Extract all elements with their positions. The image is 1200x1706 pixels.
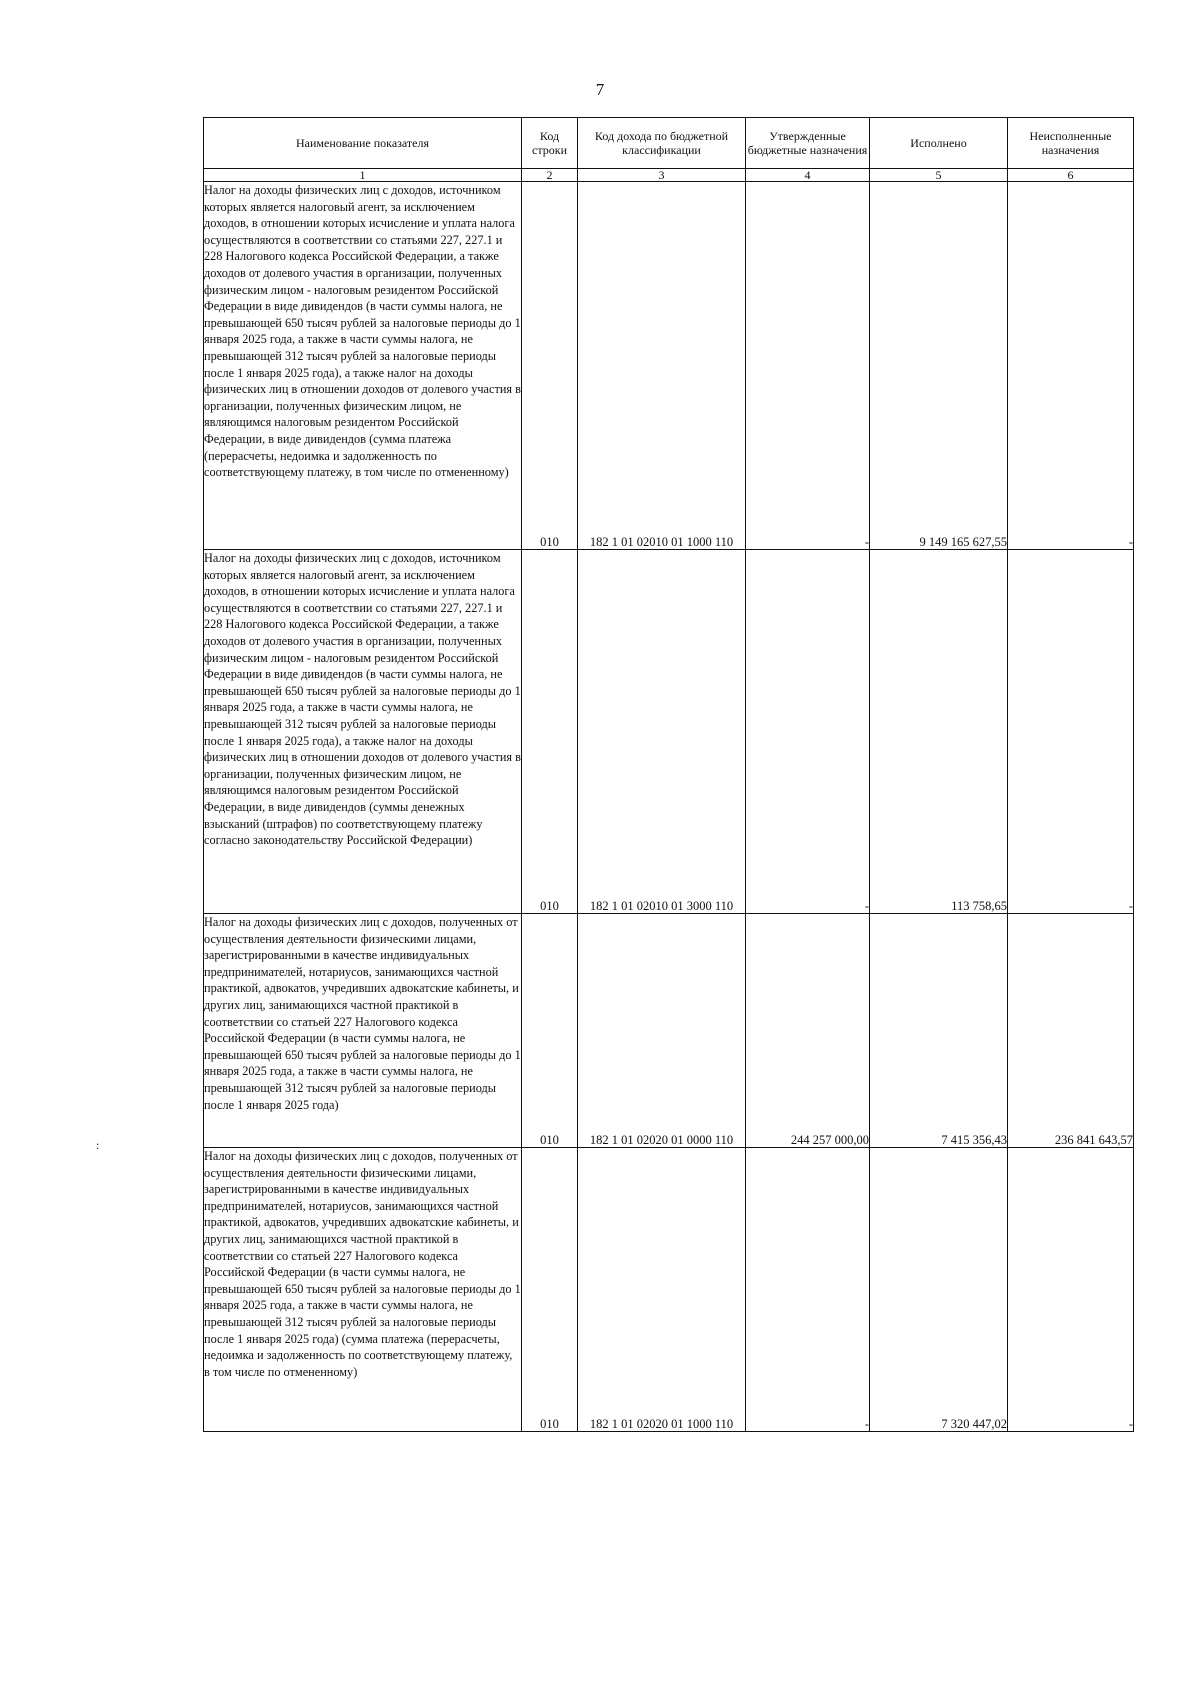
unexecuted-cell: - xyxy=(1008,550,1134,914)
header-executed: Исполнено xyxy=(870,118,1008,169)
indicator-name-cell: Налог на доходы физических лиц с доходов, полученных от осуществления деятельности физическими лицами, зарегистрированными в качестве индивидуальных предпринимателей, нотариусов, занимающихся частной практикой, адвокатов, учредивших адвокатские кабинеты, и других лиц, занимающихся частной практикой в соответствии со статьей 227 Налогового кодекса Российской Федерации (в части суммы налога, не превышающей 650 тысяч рублей за налоговые периоды до 1 января 2025 года, а также в части суммы налога, не превышающей 312 тысяч рублей за налоговые периоды после 1 января 2025 года) (сумма платежа (перерасчеты, недоимка и задолженность по соответствующему платежу, в том числе по отмененному) xyxy=(204,1148,522,1432)
table-row xyxy=(204,550,1134,914)
line-code-cell: 010 xyxy=(522,914,578,1148)
kbk-cell: 182 1 01 02010 01 3000 110 xyxy=(578,550,746,914)
kbk-cell: 182 1 01 02020 01 1000 110 xyxy=(578,1148,746,1432)
revenue-execution-table xyxy=(203,117,1134,1432)
column-number: 6 xyxy=(1008,169,1134,182)
column-number: 1 xyxy=(204,169,522,182)
approved-cell: - xyxy=(746,182,870,550)
table-header-row xyxy=(204,118,1134,169)
approved-cell: - xyxy=(746,1148,870,1432)
executed-cell: 9 149 165 627,55 xyxy=(870,182,1008,550)
table-row xyxy=(204,1148,1134,1432)
unexecuted-cell: 236 841 643,57 xyxy=(1008,914,1134,1148)
line-code-cell: 010 xyxy=(522,550,578,914)
table-row xyxy=(204,182,1134,550)
indicator-name-cell: Налог на доходы физических лиц с доходов, источником которых является налоговый агент, за исключением доходов, в отношении которых исчисление и уплата налога осуществляются в соответствии со статьями 227, 227.1 и 228 Налогового кодекса Российской Федерации, а также доходов от долевого участия в организации, полученных физическим лицом - налоговым резидентом Российской Федерации в виде дивидендов (в части суммы налога, не превышающей 650 тысяч рублей за налоговые периоды до 1 января 2025 года, а также в части суммы налога, не превышающей 312 тысяч рублей за налоговые периоды после 1 января 2025 года), а также налог на доходы физических лиц в отношении доходов от долевого участия в организации, полученных физическим лицом, не являющимся налоговым резидентом Российской Федерации, в виде дивидендов (суммы денежных взысканий (штрафов) по соответствующему платежу согласно законодательству Российской Федерации) xyxy=(204,550,522,914)
page-number: 7 xyxy=(595,80,605,99)
executed-cell: 7 320 447,02 xyxy=(870,1148,1008,1432)
line-code-cell: 010 xyxy=(522,1148,578,1432)
unexecuted-cell: - xyxy=(1008,182,1134,550)
header-budget-classification-code: Код дохода по бюджетной классификации xyxy=(578,118,746,169)
header-approved-appropriations: Утвержденные бюджетные назначения xyxy=(746,118,870,169)
header-unexecuted-appropriations: Неисполненные назначения xyxy=(1008,118,1134,169)
column-number-row xyxy=(204,169,1134,182)
column-number: 4 xyxy=(746,169,870,182)
header-indicator-name: Наименование показателя xyxy=(204,118,522,169)
executed-cell: 113 758,65 xyxy=(870,550,1008,914)
header-line-code: Код строки xyxy=(522,118,578,169)
indicator-name-cell: Налог на доходы физических лиц с доходов, источником которых является налоговый агент, за исключением доходов, в отношении которых исчисление и уплата налога осуществляются в соответствии со статьями 227, 227.1 и 228 Налогового кодекса Российской Федерации, а также доходов от долевого участия в организации, полученных физическим лицом - налоговым резидентом Российской Федерации в виде дивидендов (в части суммы налога, не превышающей 650 тысяч рублей за налоговые периоды до 1 января 2025 года, а также в части суммы налога, не превышающей 312 тысяч рублей за налоговые периоды после 1 января 2025 года), а также налог на доходы физических лиц в отношении доходов от долевого участия в организации, полученных физическим лицом, не являющимся налоговым резидентом Российской Федерации, в виде дивидендов (сумма платежа (перерасчеты, недоимка и задолженность по соответствующему платежу, в том числе по отмененному) xyxy=(204,182,522,550)
indicator-name-cell: Налог на доходы физических лиц с доходов, полученных от осуществления деятельности физическими лицами, зарегистрированными в качестве индивидуальных предпринимателей, нотариусов, занимающихся частной практикой, адвокатов, учредивших адвокатские кабинеты, и других лиц, занимающихся частной практикой в соответствии со статьей 227 Налогового кодекса Российской Федерации (в части суммы налога, не превышающей 650 тысяч рублей за налоговые периоды до 1 января 2025 года, а также в части суммы налога, не превышающей 312 тысяч рублей за налоговые периоды после 1 января 2025 года) xyxy=(204,914,522,1148)
column-number: 5 xyxy=(870,169,1008,182)
approved-cell: - xyxy=(746,550,870,914)
kbk-cell: 182 1 01 02010 01 1000 110 xyxy=(578,182,746,550)
column-number: 2 xyxy=(522,169,578,182)
executed-cell: 7 415 356,43 xyxy=(870,914,1008,1148)
approved-cell: 244 257 000,00 xyxy=(746,914,870,1148)
table-row xyxy=(204,914,1134,1148)
column-number: 3 xyxy=(578,169,746,182)
line-code-cell: 010 xyxy=(522,182,578,550)
unexecuted-cell: - xyxy=(1008,1148,1134,1432)
kbk-cell: 182 1 01 02020 01 0000 110 xyxy=(578,914,746,1148)
margin-mark: : xyxy=(96,1138,100,1152)
